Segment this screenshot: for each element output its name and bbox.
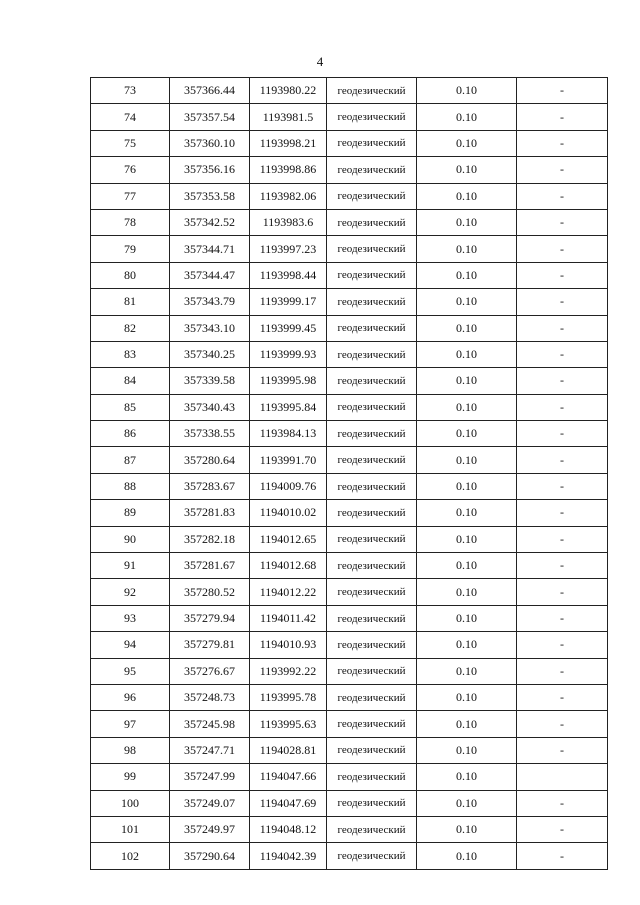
method-cell: геодезический: [327, 130, 417, 156]
accuracy-cell: 0.10: [417, 579, 517, 605]
point-number-cell: 96: [91, 684, 170, 710]
table-row: [91, 632, 608, 658]
method-cell: геодезический: [327, 209, 417, 235]
x-coordinate-cell: 357281.83: [170, 500, 250, 526]
y-coordinate-cell: 1193983.6: [250, 209, 327, 235]
x-coordinate-cell: 357281.67: [170, 553, 250, 579]
table-row: [91, 315, 608, 341]
accuracy-cell: 0.10: [417, 130, 517, 156]
point-number-cell: 95: [91, 658, 170, 684]
point-number-cell: 86: [91, 421, 170, 447]
accuracy-cell: 0.10: [417, 183, 517, 209]
note-cell: -: [517, 262, 608, 288]
y-coordinate-cell: 1193999.17: [250, 289, 327, 315]
note-cell: -: [517, 209, 608, 235]
method-cell: геодезический: [327, 157, 417, 183]
method-cell: геодезический: [327, 500, 417, 526]
note-cell: -: [517, 368, 608, 394]
point-number-cell: 90: [91, 526, 170, 552]
accuracy-cell: 0.10: [417, 262, 517, 288]
accuracy-cell: 0.10: [417, 632, 517, 658]
accuracy-cell: 0.10: [417, 605, 517, 631]
page-number: 4: [316, 54, 324, 69]
table-row: [91, 368, 608, 394]
table-row: [91, 130, 608, 156]
note-cell: -: [517, 711, 608, 737]
y-coordinate-cell: 1193992.22: [250, 658, 327, 684]
note-cell: -: [517, 816, 608, 842]
point-number-cell: 92: [91, 579, 170, 605]
accuracy-cell: 0.10: [417, 394, 517, 420]
accuracy-cell: 0.10: [417, 421, 517, 447]
table-row: [91, 658, 608, 684]
accuracy-cell: 0.10: [417, 341, 517, 367]
accuracy-cell: 0.10: [417, 684, 517, 710]
x-coordinate-cell: 357247.99: [170, 764, 250, 790]
accuracy-cell: 0.10: [417, 447, 517, 473]
method-cell: геодезический: [327, 526, 417, 552]
table-row: [91, 843, 608, 869]
note-cell: -: [517, 130, 608, 156]
method-cell: геодезический: [327, 289, 417, 315]
note-cell: -: [517, 183, 608, 209]
method-cell: геодезический: [327, 579, 417, 605]
table-row: [91, 262, 608, 288]
note-cell: -: [517, 289, 608, 315]
note-cell: -: [517, 526, 608, 552]
x-coordinate-cell: 357283.67: [170, 473, 250, 499]
method-cell: геодезический: [327, 368, 417, 394]
note-cell: -: [517, 605, 608, 631]
x-coordinate-cell: 357357.54: [170, 104, 250, 130]
point-number-cell: 100: [91, 790, 170, 816]
point-number-cell: 77: [91, 183, 170, 209]
method-cell: геодезический: [327, 711, 417, 737]
method-cell: геодезический: [327, 104, 417, 130]
note-cell: -: [517, 447, 608, 473]
y-coordinate-cell: 1193999.45: [250, 315, 327, 341]
y-coordinate-cell: 1193995.84: [250, 394, 327, 420]
point-number-cell: 73: [91, 78, 170, 104]
table-row: [91, 764, 608, 790]
x-coordinate-cell: 357279.81: [170, 632, 250, 658]
note-cell: -: [517, 553, 608, 579]
y-coordinate-cell: 1193999.93: [250, 341, 327, 367]
x-coordinate-cell: 357249.97: [170, 816, 250, 842]
method-cell: геодезический: [327, 764, 417, 790]
table-row: [91, 579, 608, 605]
note-cell: -: [517, 658, 608, 684]
accuracy-cell: 0.10: [417, 368, 517, 394]
y-coordinate-cell: 1193995.63: [250, 711, 327, 737]
accuracy-cell: 0.10: [417, 289, 517, 315]
point-number-cell: 98: [91, 737, 170, 763]
method-cell: геодезический: [327, 421, 417, 447]
accuracy-cell: 0.10: [417, 737, 517, 763]
x-coordinate-cell: 357344.47: [170, 262, 250, 288]
note-cell: -: [517, 473, 608, 499]
method-cell: геодезический: [327, 684, 417, 710]
y-coordinate-cell: 1193998.21: [250, 130, 327, 156]
x-coordinate-cell: 357276.67: [170, 658, 250, 684]
accuracy-cell: 0.10: [417, 553, 517, 579]
y-coordinate-cell: 1194047.66: [250, 764, 327, 790]
point-number-cell: 87: [91, 447, 170, 473]
table-body: [91, 78, 608, 870]
y-coordinate-cell: 1193991.70: [250, 447, 327, 473]
table-row: [91, 157, 608, 183]
point-number-cell: 97: [91, 711, 170, 737]
x-coordinate-cell: 357343.79: [170, 289, 250, 315]
y-coordinate-cell: 1193995.78: [250, 684, 327, 710]
x-coordinate-cell: 357338.55: [170, 421, 250, 447]
accuracy-cell: 0.10: [417, 843, 517, 869]
y-coordinate-cell: 1194012.65: [250, 526, 327, 552]
accuracy-cell: 0.10: [417, 315, 517, 341]
table-row: [91, 711, 608, 737]
table-row: [91, 236, 608, 262]
x-coordinate-cell: 357353.58: [170, 183, 250, 209]
x-coordinate-cell: 357366.44: [170, 78, 250, 104]
x-coordinate-cell: 357339.58: [170, 368, 250, 394]
table-row: [91, 526, 608, 552]
y-coordinate-cell: 1193984.13: [250, 421, 327, 447]
note-cell: -: [517, 394, 608, 420]
method-cell: геодезический: [327, 262, 417, 288]
y-coordinate-cell: 1194012.68: [250, 553, 327, 579]
note-cell: -: [517, 104, 608, 130]
x-coordinate-cell: 357247.71: [170, 737, 250, 763]
x-coordinate-cell: 357340.25: [170, 341, 250, 367]
accuracy-cell: 0.10: [417, 473, 517, 499]
y-coordinate-cell: 1193995.98: [250, 368, 327, 394]
note-cell: -: [517, 341, 608, 367]
accuracy-cell: 0.10: [417, 816, 517, 842]
y-coordinate-cell: 1194009.76: [250, 473, 327, 499]
table-row: [91, 183, 608, 209]
note-cell: -: [517, 843, 608, 869]
accuracy-cell: 0.10: [417, 790, 517, 816]
table-row: [91, 790, 608, 816]
y-coordinate-cell: 1194047.69: [250, 790, 327, 816]
note-cell: -: [517, 315, 608, 341]
coordinates-table: [90, 77, 608, 870]
accuracy-cell: 0.10: [417, 104, 517, 130]
table-row: [91, 209, 608, 235]
method-cell: геодезический: [327, 315, 417, 341]
accuracy-cell: 0.10: [417, 526, 517, 552]
method-cell: геодезический: [327, 605, 417, 631]
method-cell: геодезический: [327, 658, 417, 684]
method-cell: геодезический: [327, 843, 417, 869]
table-row: [91, 104, 608, 130]
point-number-cell: 83: [91, 341, 170, 367]
x-coordinate-cell: 357280.64: [170, 447, 250, 473]
x-coordinate-cell: 357248.73: [170, 684, 250, 710]
x-coordinate-cell: 357279.94: [170, 605, 250, 631]
point-number-cell: 89: [91, 500, 170, 526]
note-cell: -: [517, 236, 608, 262]
note-cell: -: [517, 421, 608, 447]
point-number-cell: 80: [91, 262, 170, 288]
x-coordinate-cell: 357356.16: [170, 157, 250, 183]
point-number-cell: 88: [91, 473, 170, 499]
table-row: [91, 737, 608, 763]
y-coordinate-cell: 1194010.93: [250, 632, 327, 658]
y-coordinate-cell: 1194012.22: [250, 579, 327, 605]
table-row: [91, 394, 608, 420]
point-number-cell: 75: [91, 130, 170, 156]
y-coordinate-cell: 1193998.44: [250, 262, 327, 288]
note-cell: -: [517, 684, 608, 710]
note-cell: -: [517, 579, 608, 605]
point-number-cell: 85: [91, 394, 170, 420]
y-coordinate-cell: 1194042.39: [250, 843, 327, 869]
table-row: [91, 447, 608, 473]
y-coordinate-cell: 1193980.22: [250, 78, 327, 104]
point-number-cell: 82: [91, 315, 170, 341]
accuracy-cell: 0.10: [417, 236, 517, 262]
note-cell: -: [517, 157, 608, 183]
x-coordinate-cell: 357342.52: [170, 209, 250, 235]
y-coordinate-cell: 1193998.86: [250, 157, 327, 183]
note-cell: [517, 764, 608, 790]
y-coordinate-cell: 1194011.42: [250, 605, 327, 631]
accuracy-cell: 0.10: [417, 711, 517, 737]
table-row: [91, 473, 608, 499]
point-number-cell: 91: [91, 553, 170, 579]
method-cell: геодезический: [327, 183, 417, 209]
method-cell: геодезический: [327, 394, 417, 420]
method-cell: геодезический: [327, 447, 417, 473]
point-number-cell: 78: [91, 209, 170, 235]
table-row: [91, 341, 608, 367]
x-coordinate-cell: 357280.52: [170, 579, 250, 605]
accuracy-cell: 0.10: [417, 209, 517, 235]
x-coordinate-cell: 357340.43: [170, 394, 250, 420]
point-number-cell: 76: [91, 157, 170, 183]
point-number-cell: 93: [91, 605, 170, 631]
table-row: [91, 605, 608, 631]
note-cell: -: [517, 632, 608, 658]
note-cell: -: [517, 78, 608, 104]
table-row: [91, 553, 608, 579]
method-cell: геодезический: [327, 78, 417, 104]
note-cell: -: [517, 790, 608, 816]
y-coordinate-cell: 1194028.81: [250, 737, 327, 763]
table-row: [91, 684, 608, 710]
table-row: [91, 816, 608, 842]
y-coordinate-cell: 1193982.06: [250, 183, 327, 209]
point-number-cell: 101: [91, 816, 170, 842]
accuracy-cell: 0.10: [417, 764, 517, 790]
point-number-cell: 99: [91, 764, 170, 790]
note-cell: -: [517, 737, 608, 763]
y-coordinate-cell: 1193997.23: [250, 236, 327, 262]
x-coordinate-cell: 357344.71: [170, 236, 250, 262]
point-number-cell: 102: [91, 843, 170, 869]
accuracy-cell: 0.10: [417, 658, 517, 684]
table-row: [91, 500, 608, 526]
method-cell: геодезический: [327, 473, 417, 499]
method-cell: геодезический: [327, 553, 417, 579]
point-number-cell: 94: [91, 632, 170, 658]
y-coordinate-cell: 1194048.12: [250, 816, 327, 842]
point-number-cell: 84: [91, 368, 170, 394]
x-coordinate-cell: 357245.98: [170, 711, 250, 737]
accuracy-cell: 0.10: [417, 78, 517, 104]
table-row: [91, 289, 608, 315]
accuracy-cell: 0.10: [417, 500, 517, 526]
x-coordinate-cell: 357249.07: [170, 790, 250, 816]
note-cell: -: [517, 500, 608, 526]
accuracy-cell: 0.10: [417, 157, 517, 183]
x-coordinate-cell: 357290.64: [170, 843, 250, 869]
point-number-cell: 74: [91, 104, 170, 130]
method-cell: геодезический: [327, 236, 417, 262]
x-coordinate-cell: 357343.10: [170, 315, 250, 341]
method-cell: геодезический: [327, 341, 417, 367]
table-row: [91, 421, 608, 447]
table-row: [91, 78, 608, 104]
point-number-cell: 79: [91, 236, 170, 262]
x-coordinate-cell: 357360.10: [170, 130, 250, 156]
x-coordinate-cell: 357282.18: [170, 526, 250, 552]
method-cell: геодезический: [327, 632, 417, 658]
method-cell: геодезический: [327, 737, 417, 763]
y-coordinate-cell: 1193981.5: [250, 104, 327, 130]
y-coordinate-cell: 1194010.02: [250, 500, 327, 526]
method-cell: геодезический: [327, 816, 417, 842]
method-cell: геодезический: [327, 790, 417, 816]
point-number-cell: 81: [91, 289, 170, 315]
